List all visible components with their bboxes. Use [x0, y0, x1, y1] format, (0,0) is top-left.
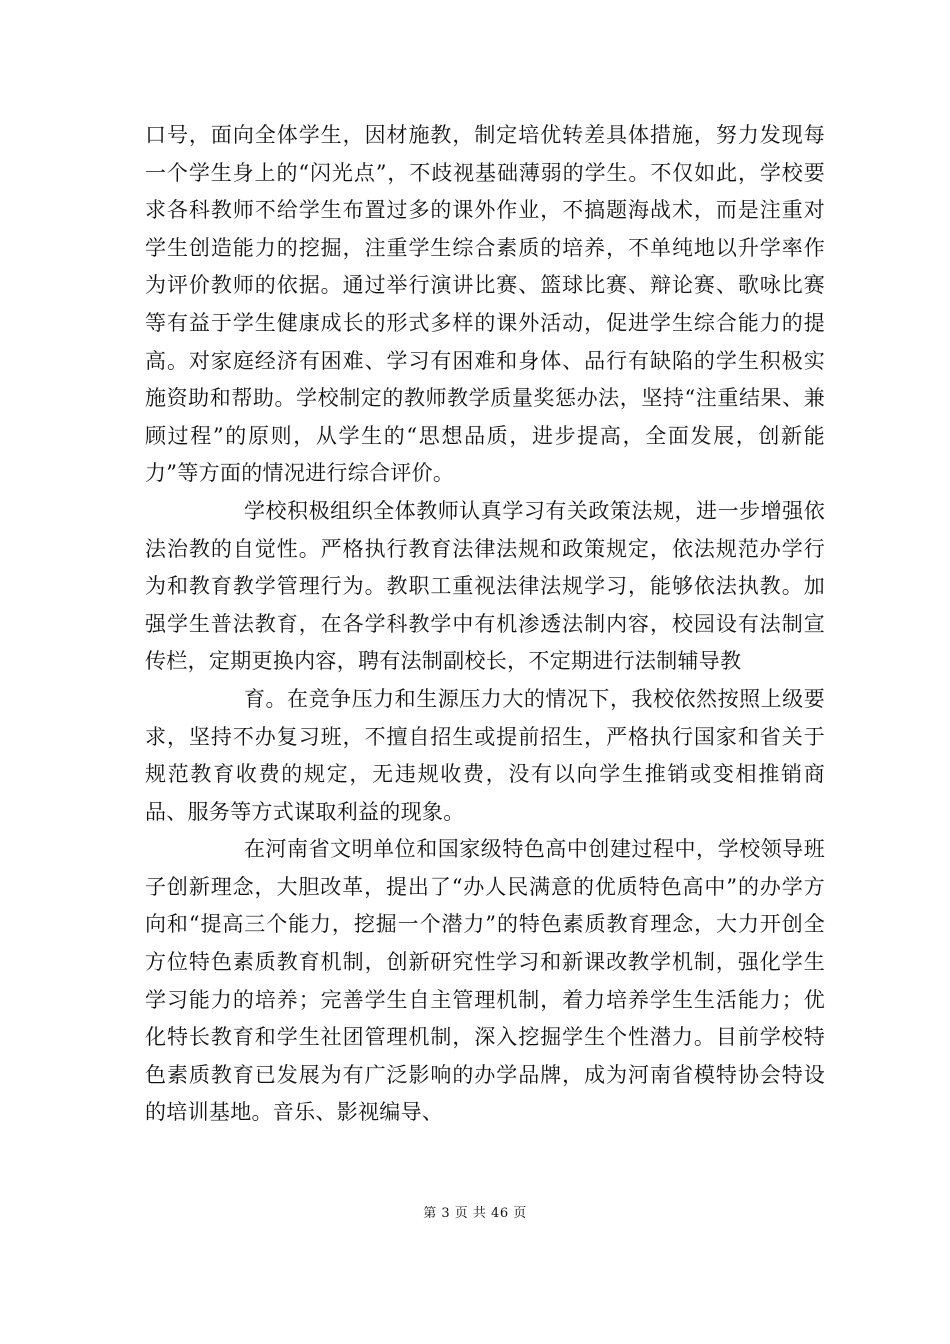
paragraph-rule-of-law: 学校积极组织全体教师认真学习有关政策法规，进一步增强依法治教的自觉性。严格执行教育法律法规和政策规定，依法规范办学行为和教育教学管理行为。教职工重视法律法规学习，能够依法执教。加强学生普法教育，在各学科教学中有机渗透法制内容，校园设有法制宣传栏，定期更换内容，聘有法制副校长，不定期进行法制辅导教	[145, 498, 825, 674]
document-body	[145, 117, 825, 1132]
paragraph-special-education: 在河南省文明单位和国家级特色高中创建过程中，学校领导班子创新理念，大胆改革，提出了“办人民满意的优质特色高中”的办学方向和“提高三个能力，挖掘一个潜力”的特色素质教育理念，大力开创全方位特色素质教育机制，创新研究性学习和新课改教学机制，强化学生学习能力的培养；完善学生自主管理机制，着力培养学生生活能力；优化特长教育和学生社团管理机制，深入挖掘学生个性潜力。目前学校特色素质教育已发展为有广泛影响的办学品牌，成为河南省模特协会特设的培训基地。音乐、影视编导、	[145, 837, 825, 1125]
paragraph-enrollment-fees: 育。在竞争压力和生源压力大的情况下，我校依然按照上级要求，坚持不办复习班，不擅自招生或提前招生，严格执行国家和省关于规范教育收费的规定，无违规收费，没有以向学生推销或变相推销商品、服务等方式谋取利益的现象。	[145, 686, 825, 824]
paragraph-continuation: 口号，面向全体学生，因材施教，制定培优转差具体措施，努力发现每一个学生身上的“闪光点”，不歧视基础薄弱的学生。不仅如此，学校要求各科教师不给学生布置过多的课外作业，不搞题海战术，而是注重对学生创造能力的挖掘，注重学生综合素质的培养，不单纯地以升学率作为评价教师的依据。通过举行演讲比赛、篮球比赛、辩论赛、歌咏比赛等有益于学生健康成长的形式多样的课外活动，促进学生综合能力的提高。对家庭经济有困难、学习有困难和身体、品行有缺陷的学生积极实施资助和帮助。学校制定的教师教学质量奖惩办法，坚持“注重结果、兼顾过程”的原则，从学生的“思想品质，进步提高，全面发展，创新能力”等方面的情况进行综合评价。	[145, 123, 825, 486]
page-number-footer: 第 3 页 共 46 页	[423, 1206, 527, 1221]
